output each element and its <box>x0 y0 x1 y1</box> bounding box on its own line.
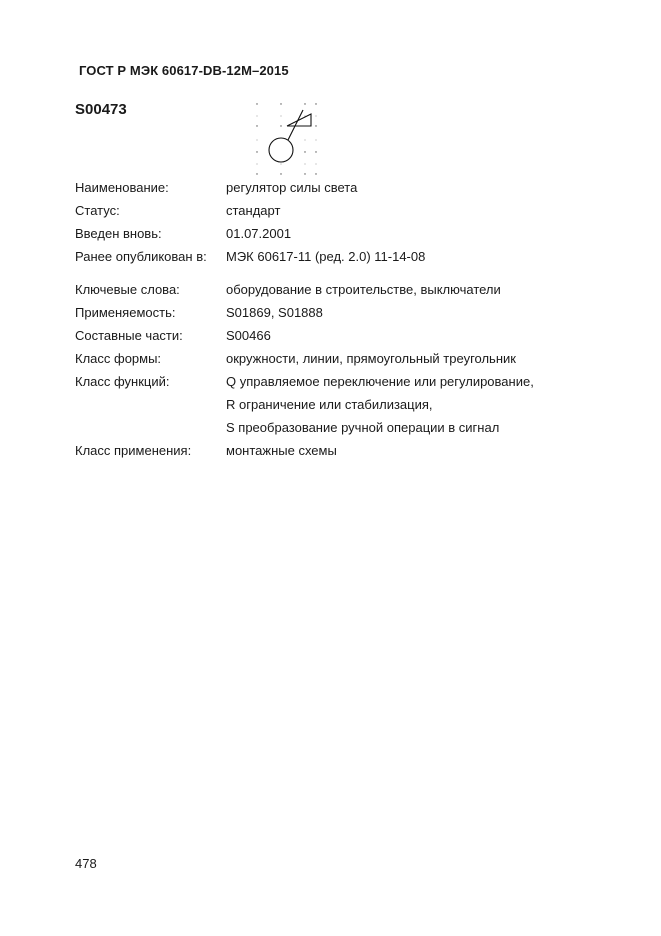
document-header: ГОСТ Р МЭК 60617-DB-12М–2015 <box>79 63 289 78</box>
dimmer-symbol-icon <box>250 98 325 180</box>
symbol-code: S00473 <box>75 101 127 118</box>
field-label: Класс применения: <box>75 443 192 458</box>
field-label: Ключевые слова: <box>75 282 180 297</box>
page-number: 478 <box>75 856 97 871</box>
field-label: Статус: <box>75 203 120 218</box>
field-value: S преобразование ручной операции в сигнал <box>226 420 500 435</box>
field-label: Применяемость: <box>75 305 176 320</box>
field-value: S00466 <box>226 328 271 343</box>
field-value: стандарт <box>226 203 281 218</box>
field-value: S01869, S01888 <box>226 305 323 320</box>
field-value: МЭК 60617-11 (ред. 2.0) 11-14-08 <box>226 249 426 264</box>
field-value: 01.07.2001 <box>226 226 292 241</box>
field-value: монтажные схемы <box>226 443 337 458</box>
circle-shape <box>269 138 293 162</box>
triangle-shape <box>287 114 311 126</box>
field-label: Наименование: <box>75 180 169 195</box>
field-label: Составные части: <box>75 328 183 343</box>
field-value: оборудование в строительстве, выключатели <box>226 282 501 297</box>
diagonal-line <box>288 110 303 140</box>
field-label: Ранее опубликован в: <box>75 249 207 264</box>
field-value: R ограничение или стабилизация, <box>226 397 433 412</box>
field-label: Класс формы: <box>75 351 162 366</box>
field-label: Введен вновь: <box>75 226 162 241</box>
field-label: Класс функций: <box>75 374 170 389</box>
field-value: Q управляемое переключение или регулирование, <box>226 374 534 389</box>
field-value: регулятор силы света <box>226 180 358 195</box>
field-value: окружности, линии, прямоугольный треугольник <box>226 351 516 366</box>
